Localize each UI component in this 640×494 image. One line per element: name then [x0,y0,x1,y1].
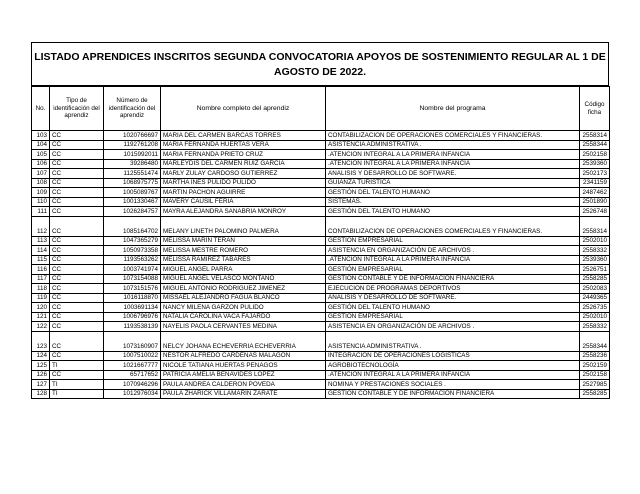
cell-programa: GESTIÓN EMPRESARIAL [326,312,580,322]
cell-nombre: MAVERY CAUSIL FERIA [161,197,326,207]
cell-programa: GESTIÓN DEL TALENTO HUMANO [326,188,580,198]
cell-no: 104 [32,140,50,150]
column-header-ficha: Código ficha [580,87,610,131]
table-row [32,312,610,322]
cell-ficha: 2558344 [580,331,610,351]
cell-numero: 1085164702 [104,216,161,236]
cell-nombre: MARTHA INES PULIDO PULIDO [161,178,326,188]
cell-no: 107 [32,169,50,179]
cell-tipo: CC [50,265,104,275]
cell-no: 120 [32,303,50,313]
cell-numero: 1193538139 [104,322,161,332]
cell-tipo: CC [50,159,104,169]
cell-ficha: 2558236 [580,351,610,361]
table-header-row [32,87,610,131]
cell-tipo: CC [50,188,104,198]
cell-tipo: CC [50,207,104,217]
cell-no: 121 [32,312,50,322]
cell-no: 125 [32,361,50,371]
cell-numero: 1001330467 [104,197,161,207]
cell-nombre: MIGUEL ANGEL VELASCO MONTAÑO [161,274,326,284]
cell-numero: 1073154088 [104,274,161,284]
cell-nombre: NELCY JOHANA ECHEVERRIA ECHEVERRIA [161,331,326,351]
cell-ficha: 2502010 [580,236,610,246]
cell-numero: 1007510022 [104,351,161,361]
cell-no: 115 [32,255,50,265]
cell-no: 128 [32,389,50,399]
cell-nombre: NESTOR ALFREDO CARDENAS MALAGON [161,351,326,361]
table-row [32,293,610,303]
cell-numero: 1125551474 [104,169,161,179]
cell-no: 103 [32,131,50,141]
cell-ficha: 2502158 [580,150,610,160]
cell-programa: .ATENCION INTEGRAL A LA PRIMERA INFANCIA [326,159,580,169]
table-row [32,265,610,275]
cell-numero: 1006796976 [104,312,161,322]
cell-numero: 39286480 [104,159,161,169]
cell-nombre: NAYELIS PAOLA CERVANTES MEDINA [161,322,326,332]
cell-nombre: PAULA ANDREA CALDERON POVEDA [161,380,326,390]
cell-tipo: CC [50,246,104,256]
cell-no: 112 [32,216,50,236]
cell-numero: 1003741974 [104,265,161,275]
cell-tipo: TI [50,380,104,390]
cell-tipo: CC [50,351,104,361]
cell-no: 127 [32,380,50,390]
cell-ficha: 2558314 [580,131,610,141]
cell-numero: 1003691134 [104,303,161,313]
column-header-tipo: Tipo de identificación del aprendiz [50,87,104,131]
cell-no: 105 [32,150,50,160]
cell-no: 111 [32,207,50,217]
cell-tipo: CC [50,236,104,246]
cell-no: 106 [32,159,50,169]
cell-nombre: MIGUEL ANGEL PARRA [161,265,326,275]
cell-nombre: MELISSA MARIN TERAN [161,236,326,246]
cell-no: 122 [32,322,50,332]
table-row [32,361,610,371]
cell-programa: .ATENCION INTEGRAL A LA PRIMERA INFANCIA [326,150,580,160]
cell-numero: 1073160907 [104,331,161,351]
table-row [32,303,610,313]
cell-numero: 1073151576 [104,284,161,294]
table-row [32,159,610,169]
cell-programa: INTEGRACION DE OPERACIONES LOGISTICAS [326,351,580,361]
cell-numero: 1016118870 [104,293,161,303]
cell-nombre: PAULA ZHARICK VILLAMARIN ZARATE [161,389,326,399]
cell-numero: 65717652 [104,370,161,380]
cell-tipo: CC [50,131,104,141]
table-row [32,389,610,399]
table-row [32,370,610,380]
cell-ficha: 2502158 [580,370,610,380]
cell-nombre: MARIA FERNANDA HUERTAS VERA [161,140,326,150]
cell-nombre: NATALIA CAROLINA VACA FAJARDO [161,312,326,322]
column-header-numero: Número de identificación del aprendiz [104,87,161,131]
cell-ficha: 2526748 [580,207,610,217]
cell-nombre: MELISSA MESTRE ROMERO [161,246,326,256]
cell-nombre: MARLEYDIS DEL CARMEN RUIZ GARCIA [161,159,326,169]
cell-nombre: MARLY ZULAY CARDOSO GUTIERREZ [161,169,326,179]
cell-ficha: 2558332 [580,246,610,256]
table-row [32,188,610,198]
table-row [32,331,610,351]
cell-numero: 1020766697 [104,131,161,141]
cell-no: 126 [32,370,50,380]
cell-numero: 1192761208 [104,140,161,150]
cell-no: 116 [32,265,50,275]
cell-tipo: CC [50,293,104,303]
cell-programa: AGROBIOTECNOLOGÍA [326,361,580,371]
table-body [32,131,610,399]
cell-tipo: CC [50,216,104,236]
cell-ficha: 2558314 [580,216,610,236]
cell-programa: SISTEMAS. [326,197,580,207]
cell-tipo: CC [50,331,104,351]
cell-tipo: CC [50,312,104,322]
cell-ficha: 2341159 [580,178,610,188]
cell-numero: 1015992011 [104,150,161,160]
cell-no: 117 [32,274,50,284]
table-row [32,255,610,265]
cell-ficha: 2526751 [580,265,610,275]
cell-nombre: NANCY MILENA GARZON PULIDO [161,303,326,313]
cell-tipo: CC [50,140,104,150]
cell-no: 119 [32,293,50,303]
cell-ficha: 2449365 [580,293,610,303]
cell-numero: 1193563262 [104,255,161,265]
cell-nombre: MARTIN PACHON AGUIRRE [161,188,326,198]
cell-programa: CONTABILIZACION DE OPERACIONES COMERCIALES Y FINANCIERAS. [326,216,580,236]
cell-programa: EJECUCION DE PROGRAMAS DEPORTIVOS [326,284,580,294]
table-row [32,169,610,179]
table-row [32,150,610,160]
table-row [32,351,610,361]
cell-programa: CONTABILIZACION DE OPERACIONES COMERCIALES Y FINANCIERAS. [326,131,580,141]
cell-ficha: 2502010 [580,312,610,322]
cell-no: 114 [32,246,50,256]
cell-ficha: 2539360 [580,159,610,169]
cell-programa: .ATENCION INTEGRAL A LA PRIMERA INFANCIA [326,255,580,265]
cell-numero: 1068975775 [104,178,161,188]
cell-no: 108 [32,178,50,188]
cell-ficha: 2502083 [580,284,610,294]
cell-ficha: 2558285 [580,389,610,399]
cell-programa: GESTIÓN DEL TALENTO HUMANO [326,207,580,217]
cell-ficha: 2487462 [580,188,610,198]
cell-tipo: CC [50,322,104,332]
document-title: LISTADO APRENDICES INSCRITOS SEGUNDA CONVOCATORIA APOYOS DE SOSTENIMIENTO REGULAR AL 1 DE AGOSTO DE 2022. [31,42,609,86]
cell-programa: .ATENCION INTEGRAL A LA PRIMERA INFANCIA [326,370,580,380]
cell-tipo: CC [50,255,104,265]
cell-ficha: 2501890 [580,197,610,207]
cell-programa: NOMINA Y PRESTACIONES SOCIALES . [326,380,580,390]
cell-ficha: 2539360 [580,255,610,265]
table-row [32,322,610,332]
cell-numero: 1026284757 [104,207,161,217]
table-row [32,380,610,390]
cell-tipo: CC [50,178,104,188]
cell-ficha: 2502173 [580,169,610,179]
table-row [32,236,610,246]
table-row [32,284,610,294]
cell-numero: 1021667777 [104,361,161,371]
cell-no: 109 [32,188,50,198]
cell-ficha: 2527985 [580,380,610,390]
cell-tipo: CC [50,150,104,160]
cell-tipo: CC [50,169,104,179]
cell-ficha: 2558344 [580,140,610,150]
cell-numero: 1012976034 [104,389,161,399]
cell-nombre: NICOLE TATIANA HUERTAS PENAGOS [161,361,326,371]
table-row [32,197,610,207]
cell-programa: ASISTENCIA EN ORGANIZACIÓN DE ARCHIVOS . [326,322,580,332]
cell-programa: ASISTENCIA EN ORGANIZACIÓN DE ARCHIVOS . [326,246,580,256]
column-header-programa: Nombre del programa [326,87,580,131]
cell-programa: GUIANZA TURISTICA [326,178,580,188]
cell-no: 118 [32,284,50,294]
cell-programa: GESTIÓN DEL TALENTO HUMANO [326,303,580,313]
cell-tipo: CC [50,274,104,284]
cell-ficha: 2502159 [580,361,610,371]
cell-programa: ASISTENCIA ADMINISTRATIVA . [326,331,580,351]
cell-nombre: MELANY LINETH PALOMINO PALMERA [161,216,326,236]
cell-ficha: 2558285 [580,274,610,284]
cell-no: 124 [32,351,50,361]
cell-tipo: CC [50,370,104,380]
table-row [32,131,610,141]
cell-programa: ASISTENCIA ADMINISTRATIVA . [326,140,580,150]
cell-tipo: CC [50,303,104,313]
cell-nombre: MARIA DEL CARMEN BARCAS TORRES [161,131,326,141]
cell-nombre: PATRICIA AMELIA BENAVIDES LOPEZ [161,370,326,380]
cell-programa: GESTIÓN EMPRESARIAL [326,236,580,246]
cell-ficha: 2526735 [580,303,610,313]
table-row [32,207,610,217]
cell-ficha: 2558332 [580,322,610,332]
cell-tipo: CC [50,284,104,294]
cell-numero: 1050973358 [104,246,161,256]
cell-programa: GESTIÓN EMPRESARIAL [326,265,580,275]
cell-nombre: MIGUEL ANTONIO RODRIGUEZ JIMENEZ [161,284,326,294]
table-row [32,178,610,188]
cell-tipo: TI [50,361,104,371]
cell-numero: 1070946296 [104,380,161,390]
column-header-no: No. [32,87,50,131]
table-row [32,216,610,236]
spreadsheet [31,42,609,399]
cell-no: 123 [32,331,50,351]
cell-no: 113 [32,236,50,246]
cell-programa: GESTION CONTABLE Y DE INFORMACION FINANCIERA [326,389,580,399]
cell-programa: ANALISIS Y DESARROLLO DE SOFTWARE. [326,293,580,303]
cell-nombre: MARIA FERNANDA PRIETO CRUZ [161,150,326,160]
cell-programa: GESTION CONTABLE Y DE INFORMACION FINANCIERA [326,274,580,284]
table-row [32,274,610,284]
cell-nombre: MELISSA RAMIREZ TABARES [161,255,326,265]
apprentices-table [31,86,610,399]
table-row [32,246,610,256]
cell-numero: 1005089767 [104,188,161,198]
cell-nombre: MAYRA ALEJANDRA SANABRIA MONROY [161,207,326,217]
cell-tipo: TI [50,389,104,399]
cell-numero: 1047365279 [104,236,161,246]
table-row [32,140,610,150]
cell-no: 110 [32,197,50,207]
cell-nombre: MISSAEL ALEJANDRO FAGUA BLANCO [161,293,326,303]
column-header-nombre: Nombre completo del aprendiz [161,87,326,131]
cell-tipo: CC [50,197,104,207]
cell-programa: ANALISIS Y DESARROLLO DE SOFTWARE. [326,169,580,179]
